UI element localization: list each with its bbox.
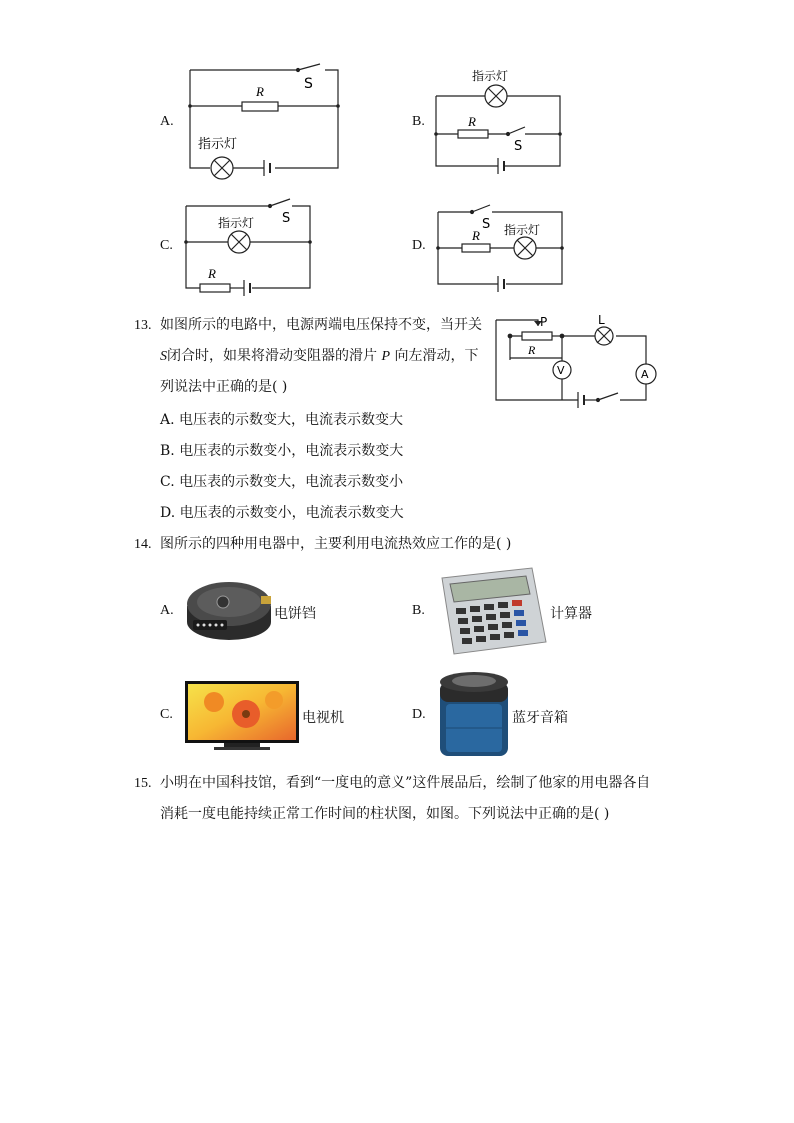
q13-option-b[interactable]: B. 电压表的示数变小，电流表示数变大 <box>160 443 404 459</box>
q14-option-c-letter[interactable]: C. <box>160 707 173 722</box>
q12-a-r-label: R <box>256 84 264 99</box>
q12-d-r-label: R <box>472 228 480 243</box>
q12-b-r-label: R <box>468 114 476 129</box>
q15-line1: 小明在中国科技馆，看到“一度电的意义”这件展品后，绘制了他家的用电器各自 <box>160 775 651 791</box>
q15-number: 15. <box>134 776 152 791</box>
q12-a-lamp-label: 指示灯 <box>198 137 238 152</box>
q12-circuit-c <box>180 196 320 296</box>
q14-stem: 图所示的四种用电器中，主要利用电流热效应工作的是( ) <box>160 536 512 552</box>
q14-option-c-name: 电视机 <box>302 710 344 726</box>
q13-line1: 如图所示的电路中，电源两端电压保持不变，当开关 <box>160 317 482 333</box>
q12-option-c-letter[interactable]: C. <box>160 238 173 253</box>
griddle-image <box>183 570 275 648</box>
q13-a-label: A <box>641 368 649 381</box>
q13-l-label: L <box>598 313 605 327</box>
q12-c-lamp-label: 指示灯 <box>218 216 255 230</box>
q12-d-s-label: S <box>482 217 491 232</box>
tv-image <box>184 680 300 752</box>
bluetooth-speaker-image <box>436 668 512 760</box>
q12-option-a-letter[interactable]: A. <box>160 114 174 129</box>
q12-c-s-label: S <box>282 211 291 226</box>
q13-line3: 列说法中正确的是( ) <box>160 379 288 395</box>
q12-b-s-label: S <box>514 139 523 154</box>
q13-circuit <box>488 312 660 408</box>
q13-option-a[interactable]: A. 电压表的示数变大，电流表示数变大 <box>160 412 404 428</box>
q14-option-b-name: 计算器 <box>550 606 592 622</box>
q12-d-lamp-label: 指示灯 <box>504 223 541 237</box>
q13-stem <box>160 310 490 403</box>
q14-option-b-letter[interactable]: B. <box>412 603 425 618</box>
q12-option-b-letter[interactable]: B. <box>412 114 425 129</box>
q12-b-lamp-label: 指示灯 <box>472 69 509 83</box>
q13-option-d[interactable]: D. 电压表的示数变小，电流表示数变大 <box>160 505 404 521</box>
q13-v-label: V <box>557 364 565 377</box>
q13-r-label: R <box>528 343 536 357</box>
q13-options <box>160 405 480 529</box>
q14-option-a-name: 电饼铛 <box>274 606 316 622</box>
q14-option-d-name: 蓝牙音箱 <box>512 710 568 726</box>
q14-number: 14. <box>134 537 152 552</box>
q12-option-d-letter[interactable]: D. <box>412 238 426 253</box>
q12-a-s-label: S <box>304 76 313 92</box>
q15-stem <box>160 768 680 830</box>
q13-number: 13. <box>134 318 152 333</box>
q12-circuit-a <box>180 60 350 185</box>
q12-c-r-label: R <box>208 266 216 281</box>
q12-circuit-d <box>432 200 572 292</box>
q14-option-a-letter[interactable]: A. <box>160 603 174 618</box>
q13-p-label: P <box>540 315 548 329</box>
q12-circuit-b <box>430 66 570 174</box>
calculator-image <box>432 564 548 656</box>
q15-line2: 消耗一度电能持续正常工作时间的柱状图，如图。下列说法中正确的是( ) <box>160 806 610 822</box>
q13-option-c[interactable]: C. 电压表的示数变大，电流表示数变小 <box>160 474 404 490</box>
q14-option-d-letter[interactable]: D. <box>412 707 426 722</box>
q13-line2: S闭合时，如果将滑动变阻器的滑片 P 向左滑动，下 <box>160 348 479 364</box>
